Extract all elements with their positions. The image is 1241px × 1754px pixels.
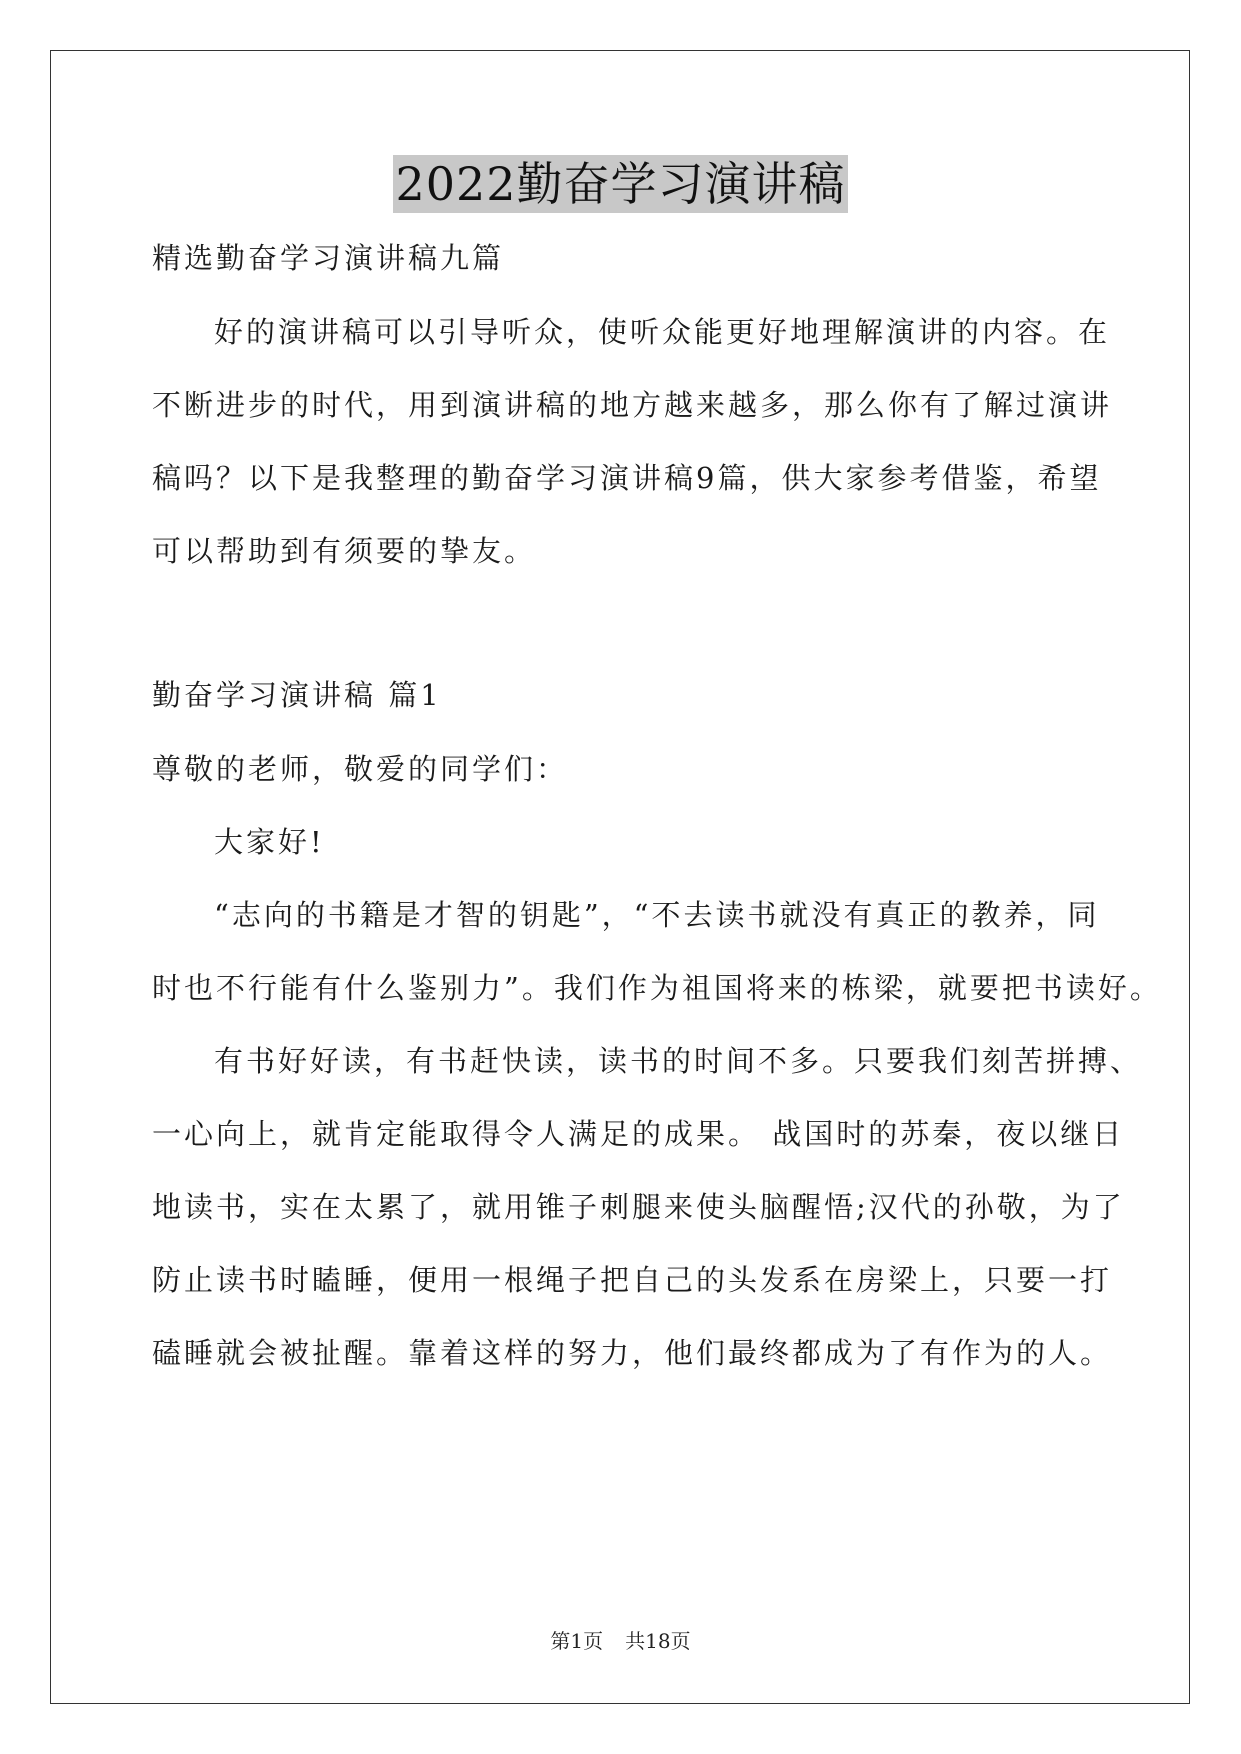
page-number: 第1页: [550, 1629, 604, 1653]
body-line: 磕睡就会被扯醒。靠着这样的努力，他们最终都成为了有作为的人。: [152, 1336, 1113, 1370]
body-line: 一心向上，就肯定能取得令人满足的成果。 战国时的苏秦，夜以继日: [152, 1117, 1125, 1151]
body-line: 地读书，实在太累了，就用锥子刺腿来使头脑醒悟;汉代的孙敬，为了: [152, 1190, 1125, 1224]
page-border: [50, 50, 1190, 1704]
document-title: 2022勤奋学习演讲稿: [395, 157, 846, 211]
body-line: 防止读书时瞌睡，便用一根绳子把自己的头发系在房梁上，只要一打: [152, 1263, 1113, 1297]
section-heading: 勤奋学习演讲稿 篇1: [152, 678, 442, 712]
title-container: [0, 155, 1241, 213]
body-line: 有书好好读，有书赶快读，读书的时间不多。只要我们刻苦拼搏、: [214, 1044, 1143, 1078]
greeting: 大家好!: [214, 825, 325, 859]
quote-line: 时也不行能有什么鉴别力”。我们作为祖国将来的栋梁，就要把书读好。: [152, 971, 1162, 1005]
salutation: 尊敬的老师，敬爱的同学们：: [152, 752, 569, 786]
intro-line: 稿吗？以下是我整理的勤奋学习演讲稿9篇，供大家参考借鉴，希望: [152, 461, 1102, 495]
document-subtitle: 精选勤奋学习演讲稿九篇: [152, 241, 505, 275]
page-footer: [0, 1628, 1241, 1654]
intro-line: 好的演讲稿可以引导听众，使听众能更好地理解演讲的内容。在: [214, 315, 1111, 349]
quote-line: “志向的书籍是才智的钥匙”，“不去读书就没有真正的教养，同: [214, 898, 1100, 932]
intro-line: 不断进步的时代，用到演讲稿的地方越来越多，那么你有了解过演讲: [152, 388, 1113, 422]
page-total: 共18页: [625, 1629, 691, 1653]
intro-line: 可以帮助到有须要的挚友。: [152, 534, 537, 568]
